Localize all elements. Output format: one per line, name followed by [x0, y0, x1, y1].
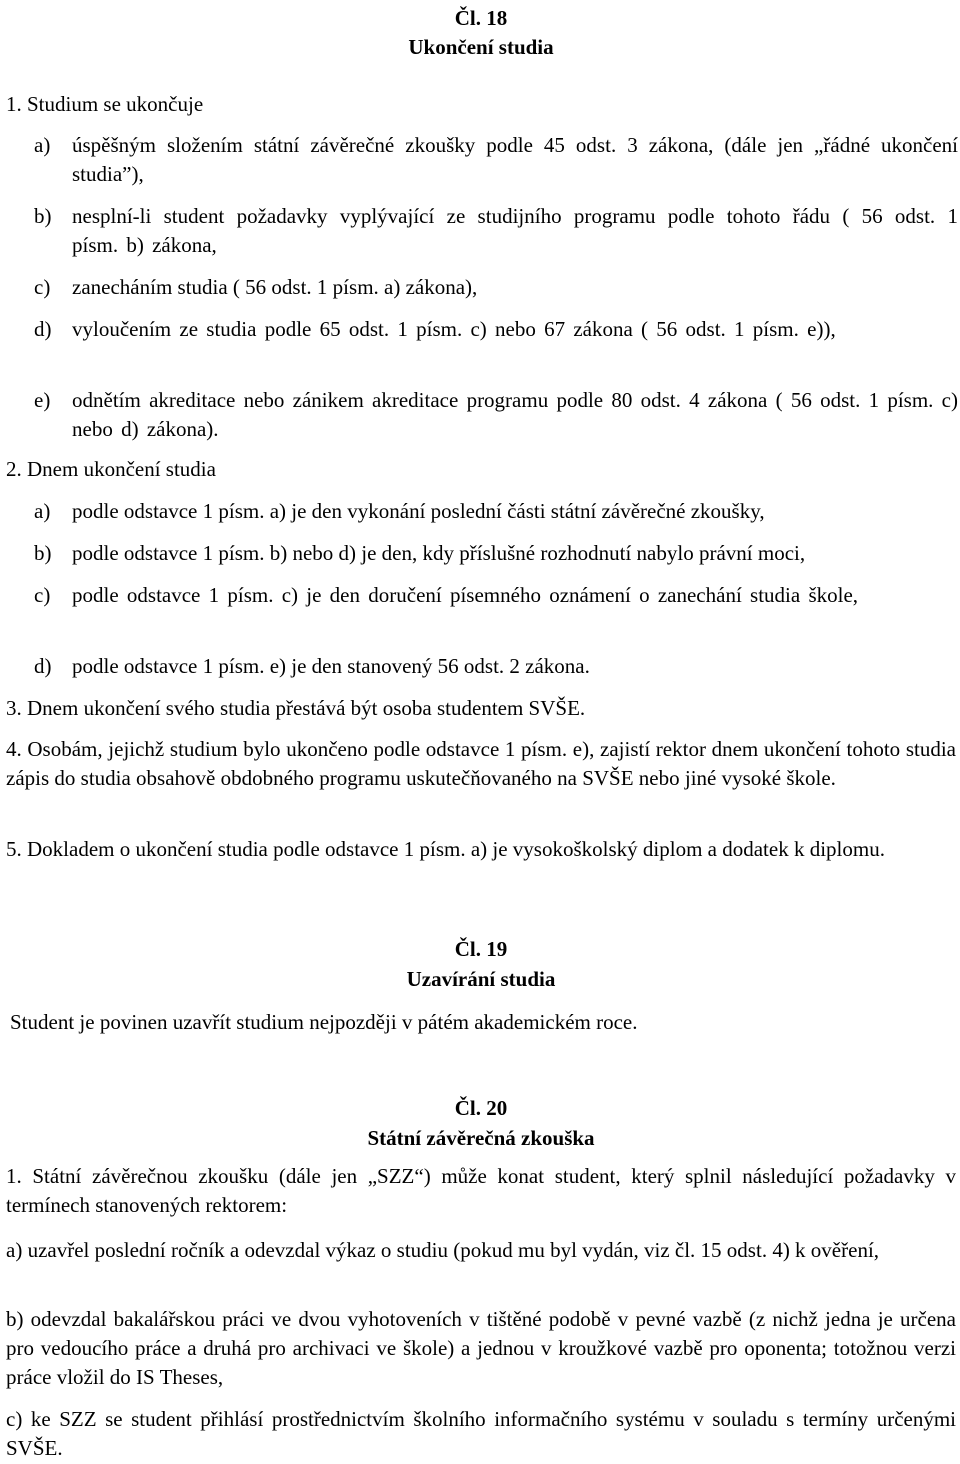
- list-item-text: podle odstavce 1 písm. e) je den stanovený 56 odst. 2 zákona.: [72, 654, 590, 678]
- list-item-text: podle odstavce 1 písm. a) je den vykonání poslední části státní závěrečné zkoušky,: [72, 499, 765, 523]
- paragraph: 3. Dnem ukončení svého studia přestává být osoba studentem SVŠE.: [6, 696, 586, 720]
- list-item-label: d): [34, 317, 52, 341]
- article-title: Uzavírání studia: [406, 967, 556, 991]
- paragraph-intro: 1. Studium se ukončuje: [6, 92, 204, 116]
- paragraph: 4. Osobám, jejichž studium bylo ukončeno podle odstavce 1 písm. e), zajistí rektor dnem ukončení tohoto studia zápis do studia obsahově obdobného programu uskutečňovaného na SVŠE nebo jiné vysoké škole.: [6, 737, 956, 790]
- list-item-text: úspěšným složením státní závěrečné zkoušky podle 45 odst. 3 zákona, (dále jen „řádné ukončení studia”),: [72, 133, 958, 186]
- list-item-label: a): [34, 499, 51, 523]
- list-item-text: nesplní-li student požadavky vyplývající ze studijního programu podle tohoto řádu ( 56 odst. 1 písm. b) zákona,: [72, 204, 958, 257]
- list-item: a) uzavřel poslední ročník a odevzdal výkaz o studiu (pokud mu byl vydán, viz čl. 15 odst. 4) k ověření,: [6, 1238, 880, 1262]
- article-title: Ukončení studia: [408, 35, 554, 59]
- article-number: Čl. 20: [454, 1096, 508, 1120]
- list-item-label: a): [34, 133, 51, 157]
- list-item-label: d): [34, 654, 52, 678]
- article-number: Čl. 19: [454, 937, 508, 961]
- paragraph: 5. Dokladem o ukončení studia podle odstavce 1 písm. a) je vysokoškolský diplom a dodatek k diplomu.: [6, 837, 885, 861]
- article-title: Státní závěrečná zkouška: [367, 1126, 595, 1150]
- list-item-text: odnětím akreditace nebo zánikem akreditace programu podle 80 odst. 4 zákona ( 56 odst. 1 písm. c) nebo d) zákona).: [72, 388, 958, 441]
- list-item: c) ke SZZ se student přihlásí prostřednictvím školního informačního systému v souladu s termíny určenými SVŠE.: [6, 1407, 956, 1460]
- list-item-label: c): [34, 583, 51, 607]
- list-item-label: c): [34, 275, 51, 299]
- list-item-label: e): [34, 388, 51, 412]
- paragraph-intro: 2. Dnem ukončení studia: [6, 457, 216, 481]
- list-item-text: zanecháním studia ( 56 odst. 1 písm. a) zákona),: [72, 275, 478, 299]
- list-item-text: podle odstavce 1 písm. c) je den doručení písemného oznámení o zanechání studia škole,: [72, 583, 859, 607]
- list-item-text: vyloučením ze studia podle 65 odst. 1 písm. c) nebo 67 zákona ( 56 odst. 1 písm. e)),: [72, 317, 836, 341]
- list-item-text: podle odstavce 1 písm. b) nebo d) je den, kdy příslušné rozhodnutí nabylo právní moci,: [72, 541, 806, 565]
- list-item: b) odevzdal bakalářskou práci ve dvou vyhotoveních v tištěné podobě v pevné vazbě (z nichž jedna je určena pro vedoucího práce a druhá pro archivaci ve škole) a jednou v kroužkové vazbě pro oponenta; totožnou verzi práce vložil do IS Theses,: [6, 1307, 956, 1389]
- paragraph: Student je povinen uzavřít studium nejpozději v pátém akademickém roce.: [10, 1010, 638, 1034]
- list-item-label: b): [34, 204, 52, 228]
- list-item-label: b): [34, 541, 52, 565]
- paragraph: 1. Státní závěrečnou zkoušku (dále jen „SZZ“) může konat student, který splnil následující požadavky v termínech stanovených rektorem:: [6, 1164, 956, 1217]
- article-number: Čl. 18: [454, 6, 508, 30]
